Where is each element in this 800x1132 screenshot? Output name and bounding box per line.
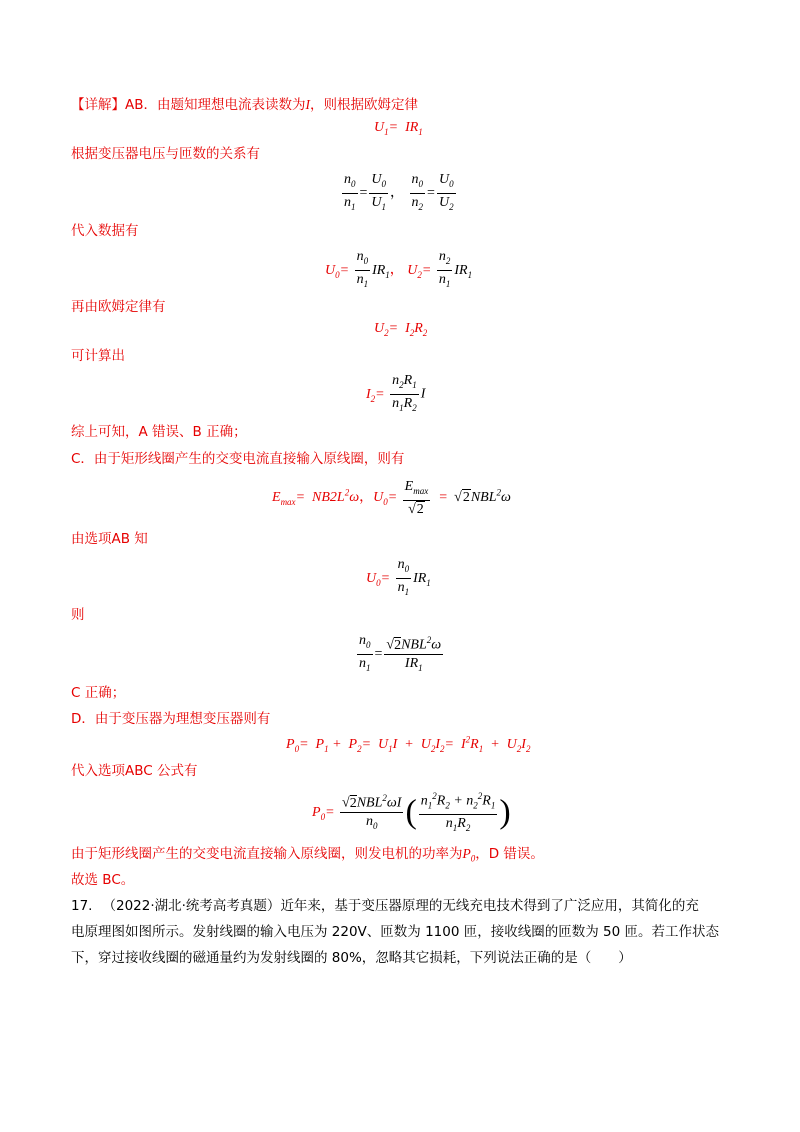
- text-line-10: C 正确；: [71, 685, 126, 701]
- text-line-5: 可计算出: [71, 348, 125, 364]
- text-line-9: 则: [71, 607, 85, 623]
- text-line-7: C．由于矩形线圈产生的交变电流直接输入原线圈，则有: [71, 451, 405, 467]
- equation-i2: $I_2=$ $\frac{n_2R_1}{n_1R_2}$ I: [366, 373, 426, 413]
- equation-ohm-u1: $U_1= IR_1$: [374, 120, 423, 137]
- equation-substitute: $U_0=$ $\frac{n_0}{n_1}$ $IR_1$， $U_2=$ $\frac{n_2}{n_1}$ $IR_1$: [325, 249, 473, 289]
- detail-intro: [71, 96, 418, 114]
- equation-turns-ratio: $\frac{n_0}{n_1}$ = $\frac{U_0}{U_1}$ ， $\frac{n_0}{n_2}$ = $\frac{U_0}{U_2}$: [344, 172, 454, 212]
- text-line-8: 由选项AB 知: [71, 531, 148, 547]
- equation-ohm-u2: $U_2= I_2R_2$: [374, 321, 428, 338]
- text-line-13: 由于矩形线圈产生的交变电流直接输入原线圈，则发电机的功率为$P_0$，D 错误。: [71, 846, 544, 864]
- equation-power-sum: $P_0= P_1 + P_2= U_1I + U_2I_2= I^2R_1 + U_2I_2$: [286, 734, 531, 754]
- equation-p0-final: $P_0=$ $\frac{√2NBL^2\omega I}{n_0}$ ( $\frac{n_1^2R_2 + n_2^2R_1}{n_1R_2}$ ): [312, 788, 511, 837]
- question-source: （2022·湖北·统考高考真题）: [102, 898, 281, 914]
- text-line-12: 代入选项ABC 公式有: [71, 763, 198, 779]
- text-line-11: D．由于变压器为理想变压器则有: [71, 711, 271, 727]
- question-number: 17.: [71, 898, 93, 914]
- equation-ratio-result: $\frac{n_0}{n_1}$ = $\frac{√2NBL^2\omega}{IR_1}$: [359, 633, 442, 673]
- text-line-6: 综上可知，A 错误、B 正确；: [71, 424, 247, 440]
- equation-emax: $E_{max}= NB2L^2\omega$，$U_0=$ $\frac{E_{max}}{√2}$ = √2NBL$^2$ω: [272, 479, 511, 517]
- text-line-2: 根据变压器电压与匝数的关系有: [71, 146, 260, 162]
- text-line-14: 故选 BC。: [71, 872, 135, 888]
- var-i: I: [305, 97, 310, 112]
- question-17-line-2: 电原理图如图所示。发射线圈的输入电压为 220V、匝数为 1100 匝，接收线圈的匝数为 50 匝。若工作状态: [71, 924, 719, 940]
- detail-text: AB．由题知理想电流表读数为: [125, 97, 306, 113]
- text-line-4: 再由欧姆定律有: [71, 299, 166, 315]
- question-17-line-1: 17. （2022·湖北·统考高考真题）近年来，基于变压器原理的无线充电技术得到了广泛应用，其简化的充: [71, 898, 699, 914]
- detail-tag: 【详解】: [71, 97, 125, 113]
- text-line-3: 代入数据有: [71, 223, 139, 239]
- equation-u0-from-ab: $U_0=$ $\frac{n_0}{n_1}$ $IR_1$: [366, 557, 431, 597]
- question-17-line-3: 下，穿过接收线圈的磁通量约为发射线圈的 80%，忽略其它损耗，下列说法正确的是（ ）: [71, 950, 632, 966]
- detail-tail: ，则根据欧姆定律: [310, 97, 418, 113]
